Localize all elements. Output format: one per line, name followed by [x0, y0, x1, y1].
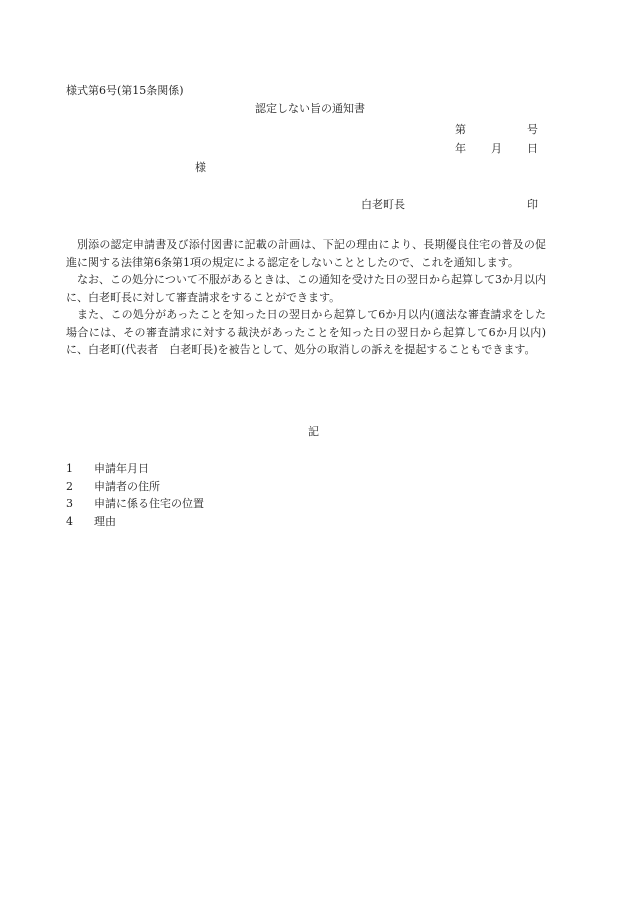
- list-item: [66, 513, 204, 531]
- item-number: 1: [66, 462, 73, 475]
- date-year: 年: [455, 142, 466, 155]
- document-title: 認定しない旨の通知書: [255, 102, 365, 115]
- item-list: [66, 460, 204, 530]
- item-number: 3: [66, 497, 73, 510]
- item-number: 2: [66, 479, 73, 493]
- addressee-honorific: 様: [195, 161, 206, 174]
- date-month: 月: [491, 142, 502, 155]
- paragraph-lawsuit: また、この処分があったことを知った日の翌日から起算して6か月以内(適法な審査請求をした場合には、その審査請求に対する裁決があったことを知った日の翌日から起算して6か月以内)に、白老町(代表者 白老町長)を被告として、処分の取消しの訴えを提起することもできます。: [66, 308, 546, 356]
- item-label: 申請に係る住宅の位置: [94, 497, 204, 510]
- seal-mark: 印: [527, 198, 538, 211]
- date-day: 日: [527, 142, 538, 155]
- list-item: [66, 478, 204, 496]
- ki-heading: 記: [308, 425, 319, 438]
- notice-body: [66, 236, 546, 359]
- list-item: [66, 460, 204, 478]
- number-prefix: 第: [455, 123, 466, 136]
- item-label: 申請年月日: [94, 462, 149, 475]
- item-number: 4: [66, 514, 73, 528]
- form-label: 様式第6号(第15条関係): [66, 84, 184, 97]
- item-label: 申請者の住所: [94, 479, 160, 493]
- issuer-name: 白老町長: [361, 198, 405, 211]
- paragraph-appeal: なお、この処分について不服があるときは、この通知を受けた日の翌日から起算して3か月以内に、白老町長に対して審査請求をすることができます。: [66, 273, 546, 304]
- number-suffix: 号: [527, 123, 538, 136]
- list-item: [66, 495, 204, 513]
- paragraph-reason: 別添の認定申請書及び添付図書に記載の計画は、下記の理由により、長期優良住宅の普及の促進に関する法律第6条第1項の規定による認定をしないこととしたので、これを通知します。: [66, 238, 546, 269]
- item-label: 理由: [94, 514, 116, 528]
